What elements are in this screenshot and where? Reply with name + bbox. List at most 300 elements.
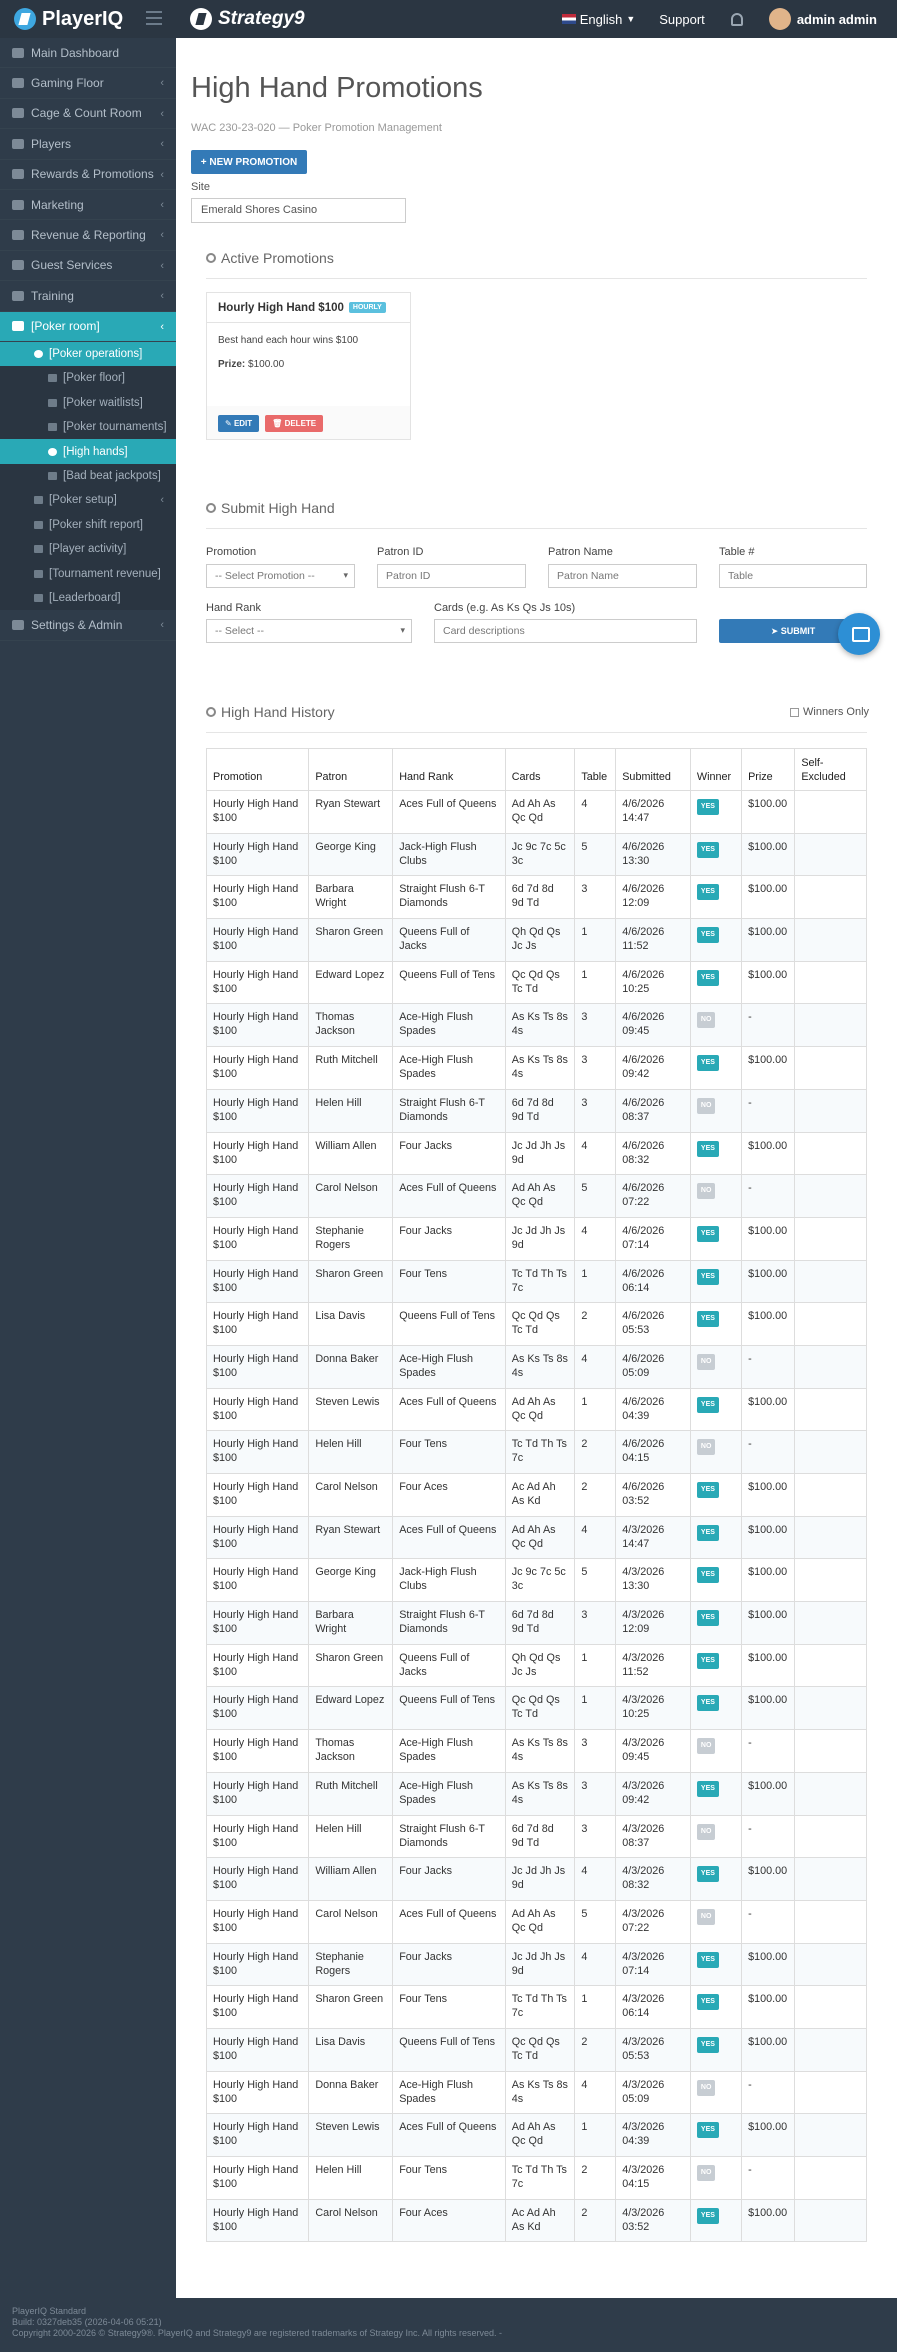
promotion-cell: Hourly High Hand $100 — [207, 1602, 309, 1645]
prize-cell: $100.00 — [742, 2028, 795, 2071]
prize-cell: - — [742, 1815, 795, 1858]
prize-cell: $100.00 — [742, 1132, 795, 1175]
winner-cell — [690, 1047, 741, 1090]
submitted-cell: 4/6/2026 11:52 — [616, 919, 691, 962]
hand-rank-cell: Aces Full of Queens — [393, 1516, 506, 1559]
table-cell: 2 — [575, 1431, 616, 1474]
self-excluded-cell — [795, 1303, 867, 1346]
sidebar-item-poker-operations[interactable] — [0, 342, 176, 366]
submitted-cell: 4/3/2026 04:39 — [616, 2114, 691, 2157]
self-excluded-cell — [795, 1687, 867, 1730]
trophy-icon — [34, 594, 43, 602]
promotion-cell: Hourly High Hand $100 — [207, 1388, 309, 1431]
winner-yes-badge: YES — [697, 2208, 719, 2224]
prize-cell: - — [742, 1004, 795, 1047]
table-row — [207, 961, 867, 1004]
site-select[interactable]: Emerald Shores Casino — [191, 198, 406, 223]
table-row — [207, 1431, 867, 1474]
cards-cell: Tc Td Th Ts 7c — [505, 1986, 575, 2029]
sidebar-item-settings-admin[interactable] — [0, 610, 176, 640]
patron-cell: Ruth Mitchell — [309, 1772, 393, 1815]
cards-cell: As Ks Ts 8s 4s — [505, 1772, 575, 1815]
hand-rank-cell: Aces Full of Queens — [393, 2114, 506, 2157]
self-excluded-cell — [795, 876, 867, 919]
promotion-cell: Hourly High Hand $100 — [207, 1644, 309, 1687]
table-cell: 3 — [575, 1772, 616, 1815]
hand-rank-cell: Four Aces — [393, 1474, 506, 1517]
promotion-label: Promotion — [206, 546, 257, 558]
promotion-cell: Hourly High Hand $100 — [207, 919, 309, 962]
patron-cell: Sharon Green — [309, 1644, 393, 1687]
self-excluded-cell — [795, 1815, 867, 1858]
prize-cell: $100.00 — [742, 1943, 795, 1986]
patron-cell: Edward Lopez — [309, 1687, 393, 1730]
self-excluded-cell — [795, 1602, 867, 1645]
winner-no-badge: NO — [697, 1909, 716, 1925]
sidebar-item-poker-shift-report[interactable] — [0, 513, 176, 537]
table-cell: 4 — [575, 1345, 616, 1388]
hand-rank-cell: Four Jacks — [393, 1943, 506, 1986]
winner-cell — [690, 876, 741, 919]
submitted-cell: 4/6/2026 08:32 — [616, 1132, 691, 1175]
table-cell: 1 — [575, 1388, 616, 1431]
promotion-card-header — [207, 293, 410, 323]
winners-only-toggle[interactable] — [790, 706, 869, 718]
hand-rank-cell: Ace-High Flush Spades — [393, 1730, 506, 1773]
winner-cell — [690, 833, 741, 876]
hand-rank-cell: Four Aces — [393, 2199, 506, 2242]
table-cell: 4 — [575, 2071, 616, 2114]
patron-cell: George King — [309, 1559, 393, 1602]
cards-cell: Ad Ah As Qc Qd — [505, 1516, 575, 1559]
winner-cell — [690, 1132, 741, 1175]
column-header-cards[interactable]: Cards — [505, 749, 575, 791]
table-row — [207, 2199, 867, 2242]
self-excluded-cell — [795, 2071, 867, 2114]
cards-cell: Ad Ah As Qc Qd — [505, 791, 575, 834]
support-link[interactable]: Support — [659, 11, 705, 27]
hand-rank-cell: Aces Full of Queens — [393, 1175, 506, 1218]
winner-yes-badge: YES — [697, 1397, 719, 1413]
cards-cell: Ad Ah As Qc Qd — [505, 1388, 575, 1431]
promotion-card — [206, 292, 411, 440]
prize-cell: - — [742, 2071, 795, 2114]
winner-yes-badge: YES — [697, 1226, 719, 1242]
table-cell: 4 — [575, 1943, 616, 1986]
winner-cell — [690, 1345, 741, 1388]
hand-rank-cell: Four Tens — [393, 1260, 506, 1303]
promotion-cell: Hourly High Hand $100 — [207, 2157, 309, 2200]
winner-cell — [690, 1900, 741, 1943]
prize-cell: $100.00 — [742, 833, 795, 876]
column-header-table[interactable]: Table — [575, 749, 616, 791]
column-header-submitted[interactable]: Submitted — [616, 749, 691, 791]
column-header-patron[interactable]: Patron — [309, 749, 393, 791]
column-header-promotion[interactable]: Promotion — [207, 749, 309, 791]
submitted-cell: 4/6/2026 08:37 — [616, 1089, 691, 1132]
winner-no-badge: NO — [697, 2080, 716, 2096]
winner-cell — [690, 919, 741, 962]
winner-cell — [690, 1217, 741, 1260]
bell-icon[interactable] — [731, 13, 743, 26]
prize-cell: - — [742, 1730, 795, 1773]
prize-cell: $100.00 — [742, 1516, 795, 1559]
column-header-self-excluded[interactable]: Self-Excluded — [795, 749, 867, 791]
sidebar-item-label: [Poker setup] — [49, 494, 117, 507]
promotion-select[interactable]: -- Select Promotion -- ▾ — [206, 564, 355, 588]
patron-cell: Thomas Jackson — [309, 1004, 393, 1047]
winner-no-badge: NO — [697, 2165, 716, 2181]
sidebar-item-label: Main Dashboard — [31, 45, 120, 60]
table-row — [207, 1303, 867, 1346]
hand-rank-select[interactable]: -- Select -- ▾ — [206, 619, 412, 643]
grid-icon — [12, 78, 24, 88]
winner-yes-badge: YES — [697, 1994, 719, 2010]
sidebar-item-players[interactable] — [0, 129, 176, 159]
promotion-cell: Hourly High Hand $100 — [207, 1089, 309, 1132]
table-row — [207, 1175, 867, 1218]
submitted-cell: 4/3/2026 12:09 — [616, 1602, 691, 1645]
edit-button[interactable]: ✎ EDIT — [218, 415, 259, 432]
winner-cell — [690, 1474, 741, 1517]
hand-rank-cell: Four Jacks — [393, 1217, 506, 1260]
promotion-cell: Hourly High Hand $100 — [207, 1516, 309, 1559]
hand-rank-cell: Four Tens — [393, 2157, 506, 2200]
prize-cell: $100.00 — [742, 919, 795, 962]
cards-cell: Jc Jd Jh Js 9d — [505, 1858, 575, 1901]
chevron-left-icon: ‹ — [160, 320, 164, 333]
column-header-winner[interactable]: Winner — [690, 749, 741, 791]
patron-cell: William Allen — [309, 1858, 393, 1901]
poker-room-submenu — [0, 342, 176, 610]
cards-cell: 6d 7d 8d 9d Td — [505, 1602, 575, 1645]
cards-cell: Jc Jd Jh Js 9d — [505, 1943, 575, 1986]
table-row — [207, 1900, 867, 1943]
sidebar-item-poker-room[interactable] — [0, 312, 176, 342]
prize-cell: - — [742, 1431, 795, 1474]
prize-cell: $100.00 — [742, 1858, 795, 1901]
strategy9-logo-icon — [190, 8, 212, 30]
submitted-cell: 4/6/2026 03:52 — [616, 1474, 691, 1517]
promotion-cell: Hourly High Hand $100 — [207, 1943, 309, 1986]
sidebar-item-label: [Poker floor] — [63, 372, 125, 385]
table-row — [207, 833, 867, 876]
self-excluded-cell — [795, 1730, 867, 1773]
self-excluded-cell — [795, 1217, 867, 1260]
winner-cell — [690, 1004, 741, 1047]
table-cell: 4 — [575, 791, 616, 834]
chat-icon[interactable] — [838, 613, 880, 655]
prize-cell: $100.00 — [742, 961, 795, 1004]
list-icon — [48, 423, 57, 431]
promotion-cell: Hourly High Hand $100 — [207, 1986, 309, 2029]
cards-cell: As Ks Ts 8s 4s — [505, 1730, 575, 1773]
prize-cell: - — [742, 2157, 795, 2200]
prize-cell: - — [742, 1089, 795, 1132]
top-right-menu — [562, 0, 877, 38]
promotion-cell: Hourly High Hand $100 — [207, 2199, 309, 2242]
sidebar-item-label: Cage & Count Room — [31, 106, 142, 121]
chevron-left-icon: ‹ — [160, 619, 164, 632]
winner-cell — [690, 1260, 741, 1303]
patron-cell: Barbara Wright — [309, 876, 393, 919]
promotion-cell: Hourly High Hand $100 — [207, 1858, 309, 1901]
patron-cell: Steven Lewis — [309, 2114, 393, 2157]
active-promotions-heading — [206, 250, 334, 266]
winner-yes-badge: YES — [697, 1525, 719, 1541]
sidebar-item-revenue-reporting[interactable] — [0, 220, 176, 250]
sidebar-item-cage-count-room[interactable] — [0, 99, 176, 129]
prize-cell: $100.00 — [742, 1986, 795, 2029]
avatar[interactable] — [769, 8, 791, 30]
patron-id-label: Patron ID — [377, 546, 424, 558]
promotion-cell: Hourly High Hand $100 — [207, 1474, 309, 1517]
active-promotions-title: Active Promotions — [221, 250, 334, 266]
lock-icon — [12, 108, 24, 118]
table-cell: 4 — [575, 1858, 616, 1901]
submitted-cell: 4/6/2026 07:22 — [616, 1175, 691, 1218]
prize-cell: - — [742, 1900, 795, 1943]
table-row — [207, 1986, 867, 2029]
hand-rank-cell: Aces Full of Queens — [393, 791, 506, 834]
winner-cell — [690, 961, 741, 1004]
sidebar-item-poker-setup[interactable] — [0, 488, 176, 512]
sidebar-item-label: Revenue & Reporting — [31, 228, 146, 243]
patron-cell: Ryan Stewart — [309, 1516, 393, 1559]
patron-cell: Ryan Stewart — [309, 791, 393, 834]
new-promotion-button[interactable]: + NEW PROMOTION — [191, 150, 307, 174]
promotion-description: Best hand each hour wins $100 — [218, 335, 359, 346]
prize-cell: $100.00 — [742, 1687, 795, 1730]
delete-label: DELETE — [284, 419, 317, 428]
promotion-cell: Hourly High Hand $100 — [207, 2114, 309, 2157]
sidebar-item-label: [Poker waitlists] — [63, 396, 143, 409]
footer-build: Build: 0327deb35 (2026-04-06 05:21) — [12, 2317, 162, 2327]
playeriq-logo-icon — [14, 8, 36, 30]
chevron-left-icon: ‹ — [160, 290, 164, 303]
cards-cell: Ac Ad Ah As Kd — [505, 2199, 575, 2242]
promotion-cell: Hourly High Hand $100 — [207, 1260, 309, 1303]
winner-yes-badge: YES — [697, 1311, 719, 1327]
graduation-icon — [12, 291, 24, 301]
sidebar-item-rewards-promotions[interactable] — [0, 160, 176, 190]
hand-rank-cell: Queens Full of Jacks — [393, 919, 506, 962]
table-input[interactable]: Table — [719, 564, 867, 588]
self-excluded-cell — [795, 1431, 867, 1474]
winner-yes-badge: YES — [697, 970, 719, 986]
winner-cell — [690, 1431, 741, 1474]
sidebar-item-label: [Tournament revenue] — [49, 567, 161, 580]
list-icon — [34, 521, 43, 529]
cards-cell: Tc Td Th Ts 7c — [505, 2157, 575, 2200]
table-cell: 1 — [575, 2114, 616, 2157]
table-cell: 1 — [575, 919, 616, 962]
promotion-cell: Hourly High Hand $100 — [207, 1345, 309, 1388]
winner-yes-badge: YES — [697, 799, 719, 815]
chevron-left-icon: ‹ — [160, 138, 164, 151]
patron-cell: Carol Nelson — [309, 2199, 393, 2242]
hand-rank-cell: Straight Flush 6-T Diamonds — [393, 1602, 506, 1645]
prize-cell: $100.00 — [742, 1559, 795, 1602]
brand2-name: Strategy9 — [218, 8, 305, 29]
top-bar — [0, 0, 897, 38]
prize-cell: - — [742, 1345, 795, 1388]
prize-cell: $100.00 — [742, 791, 795, 834]
hand-rank-cell: Ace-High Flush Spades — [393, 1004, 506, 1047]
submit-high-hand-heading — [206, 500, 335, 516]
submitted-cell: 4/6/2026 05:53 — [616, 1303, 691, 1346]
submitted-cell: 4/3/2026 05:09 — [616, 2071, 691, 2114]
cards-cell: Qc Qd Qs Tc Td — [505, 1303, 575, 1346]
self-excluded-cell — [795, 1772, 867, 1815]
promotion-card-body — [207, 323, 410, 406]
submitted-cell: 4/6/2026 12:09 — [616, 876, 691, 919]
self-excluded-cell — [795, 2157, 867, 2200]
sidebar-item-marketing[interactable] — [0, 190, 176, 220]
sidebar-item-poker-tournaments[interactable] — [0, 415, 176, 439]
menu-toggle-icon[interactable] — [146, 11, 162, 25]
cards-cell: Ac Ad Ah As Kd — [505, 1474, 575, 1517]
patron-cell: Carol Nelson — [309, 1175, 393, 1218]
list-icon — [34, 545, 43, 553]
footer-product: PlayerIQ Standard — [12, 2306, 87, 2316]
hand-icon — [48, 448, 57, 456]
cards-cell: As Ks Ts 8s 4s — [505, 1004, 575, 1047]
table-row — [207, 1602, 867, 1645]
patron-cell: Donna Baker — [309, 1345, 393, 1388]
table-cell: 1 — [575, 1687, 616, 1730]
cards-cell: As Ks Ts 8s 4s — [505, 2071, 575, 2114]
column-header-hand-rank[interactable]: Hand Rank — [393, 749, 506, 791]
cards-input[interactable]: Card descriptions — [434, 619, 697, 643]
winner-cell — [690, 1388, 741, 1431]
winner-no-badge: NO — [697, 1098, 716, 1114]
table-cell: 3 — [575, 1602, 616, 1645]
hand-rank-cell: Ace-High Flush Spades — [393, 1345, 506, 1388]
cards-cell: Ad Ah As Qc Qd — [505, 1175, 575, 1218]
hand-rank-cell: Four Tens — [393, 1986, 506, 2029]
hand-rank-cell: Four Tens — [393, 1431, 506, 1474]
promotion-cell: Hourly High Hand $100 — [207, 1687, 309, 1730]
submitted-cell: 4/6/2026 09:45 — [616, 1004, 691, 1047]
megaphone-icon — [12, 200, 24, 210]
winner-no-badge: NO — [697, 1012, 716, 1028]
cards-cell: Jc Jd Jh Js 9d — [505, 1217, 575, 1260]
table-row — [207, 2028, 867, 2071]
sidebar-item-guest-services[interactable] — [0, 251, 176, 281]
table-cell: 5 — [575, 1900, 616, 1943]
hand-rank-cell: Four Jacks — [393, 1858, 506, 1901]
table-row — [207, 791, 867, 834]
cards-cell: Jc 9c 7c 5c 3c — [505, 1559, 575, 1602]
table-cell: 1 — [575, 1986, 616, 2029]
self-excluded-cell — [795, 1175, 867, 1218]
prize-cell: $100.00 — [742, 1474, 795, 1517]
hourly-badge: HOURLY — [349, 302, 386, 313]
hand-rank-cell: Queens Full of Tens — [393, 2028, 506, 2071]
sidebar-item-training[interactable] — [0, 281, 176, 311]
table-row — [207, 1858, 867, 1901]
sidebar-item-poker-floor[interactable] — [0, 366, 176, 390]
winner-yes-badge: YES — [697, 1610, 719, 1626]
sidebar-item-leaderboard[interactable] — [0, 586, 176, 610]
sidebar-item-gaming-floor[interactable] — [0, 68, 176, 98]
user-name[interactable]: admin admin — [796, 11, 877, 27]
submitted-cell: 4/3/2026 05:53 — [616, 2028, 691, 2071]
trophy-icon — [48, 472, 57, 480]
winner-yes-badge: YES — [697, 1952, 719, 1968]
submitted-cell: 4/3/2026 07:14 — [616, 1943, 691, 1986]
diamond-icon — [12, 321, 24, 331]
table-row — [207, 1559, 867, 1602]
sidebar-item-label: Gaming Floor — [31, 76, 104, 91]
table-cell: 4 — [575, 1132, 616, 1175]
promotion-cell: Hourly High Hand $100 — [207, 1559, 309, 1602]
sidebar-item-label: Settings & Admin — [31, 617, 123, 632]
patron-cell: Edward Lopez — [309, 961, 393, 1004]
winner-yes-badge: YES — [697, 1653, 719, 1669]
chevron-left-icon: ‹ — [160, 494, 164, 507]
winner-no-badge: NO — [697, 1183, 716, 1199]
cards-cell: 6d 7d 8d 9d Td — [505, 1815, 575, 1858]
sidebar-item-bad-beat-jackpots[interactable] — [0, 464, 176, 488]
winner-cell — [690, 1602, 741, 1645]
prize-cell: $100.00 — [742, 2114, 795, 2157]
winner-cell — [690, 1559, 741, 1602]
promotion-cell: Hourly High Hand $100 — [207, 1900, 309, 1943]
patron-id-input[interactable]: Patron ID — [377, 564, 526, 588]
submit-button[interactable]: ➤ SUBMIT — [719, 619, 867, 643]
sidebar-item-high-hands[interactable] — [0, 439, 176, 463]
patron-cell: Donna Baker — [309, 2071, 393, 2114]
chevron-left-icon: ‹ — [160, 168, 164, 181]
table-row — [207, 2071, 867, 2114]
table-cell: 3 — [575, 1815, 616, 1858]
sidebar-item-tournament-revenue[interactable] — [0, 561, 176, 585]
table-row — [207, 1047, 867, 1090]
table-cell: 5 — [575, 1559, 616, 1602]
list-icon — [34, 570, 43, 578]
table-header-row — [207, 749, 867, 791]
sidebar-item-player-activity[interactable] — [0, 537, 176, 561]
site-label: Site — [191, 181, 210, 193]
winner-cell — [690, 1986, 741, 2029]
language-selector[interactable] — [562, 12, 636, 27]
cards-label: Cards (e.g. As Ks Qs Js 10s) — [434, 602, 576, 614]
patron-name-input[interactable]: Patron Name — [548, 564, 697, 588]
sidebar-item-label: [Poker operations] — [49, 348, 143, 361]
chevron-down-icon: ▼ — [626, 14, 636, 24]
promotion-cell: Hourly High Hand $100 — [207, 1004, 309, 1047]
divider — [206, 732, 867, 733]
sidebar-item-main-dashboard[interactable] — [0, 38, 176, 68]
history-heading — [206, 704, 335, 720]
patron-cell: Carol Nelson — [309, 1900, 393, 1943]
winner-cell — [690, 1772, 741, 1815]
page-title: High Hand Promotions — [191, 72, 483, 104]
checkbox-icon[interactable] — [790, 708, 799, 717]
tag-icon — [12, 169, 24, 179]
submitted-cell: 4/3/2026 04:15 — [616, 2157, 691, 2200]
column-header-prize[interactable]: Prize — [742, 749, 795, 791]
sidebar-item-poker-waitlists[interactable] — [0, 391, 176, 415]
delete-button[interactable]: 🗑 DELETE — [265, 415, 323, 432]
hand-rank-cell: Ace-High Flush Spades — [393, 2071, 506, 2114]
hand-rank-label: Hand Rank — [206, 602, 262, 614]
cards-cell: Qh Qd Qs Jc Js — [505, 919, 575, 962]
table-row — [207, 1474, 867, 1517]
submitted-cell: 4/6/2026 05:09 — [616, 1345, 691, 1388]
